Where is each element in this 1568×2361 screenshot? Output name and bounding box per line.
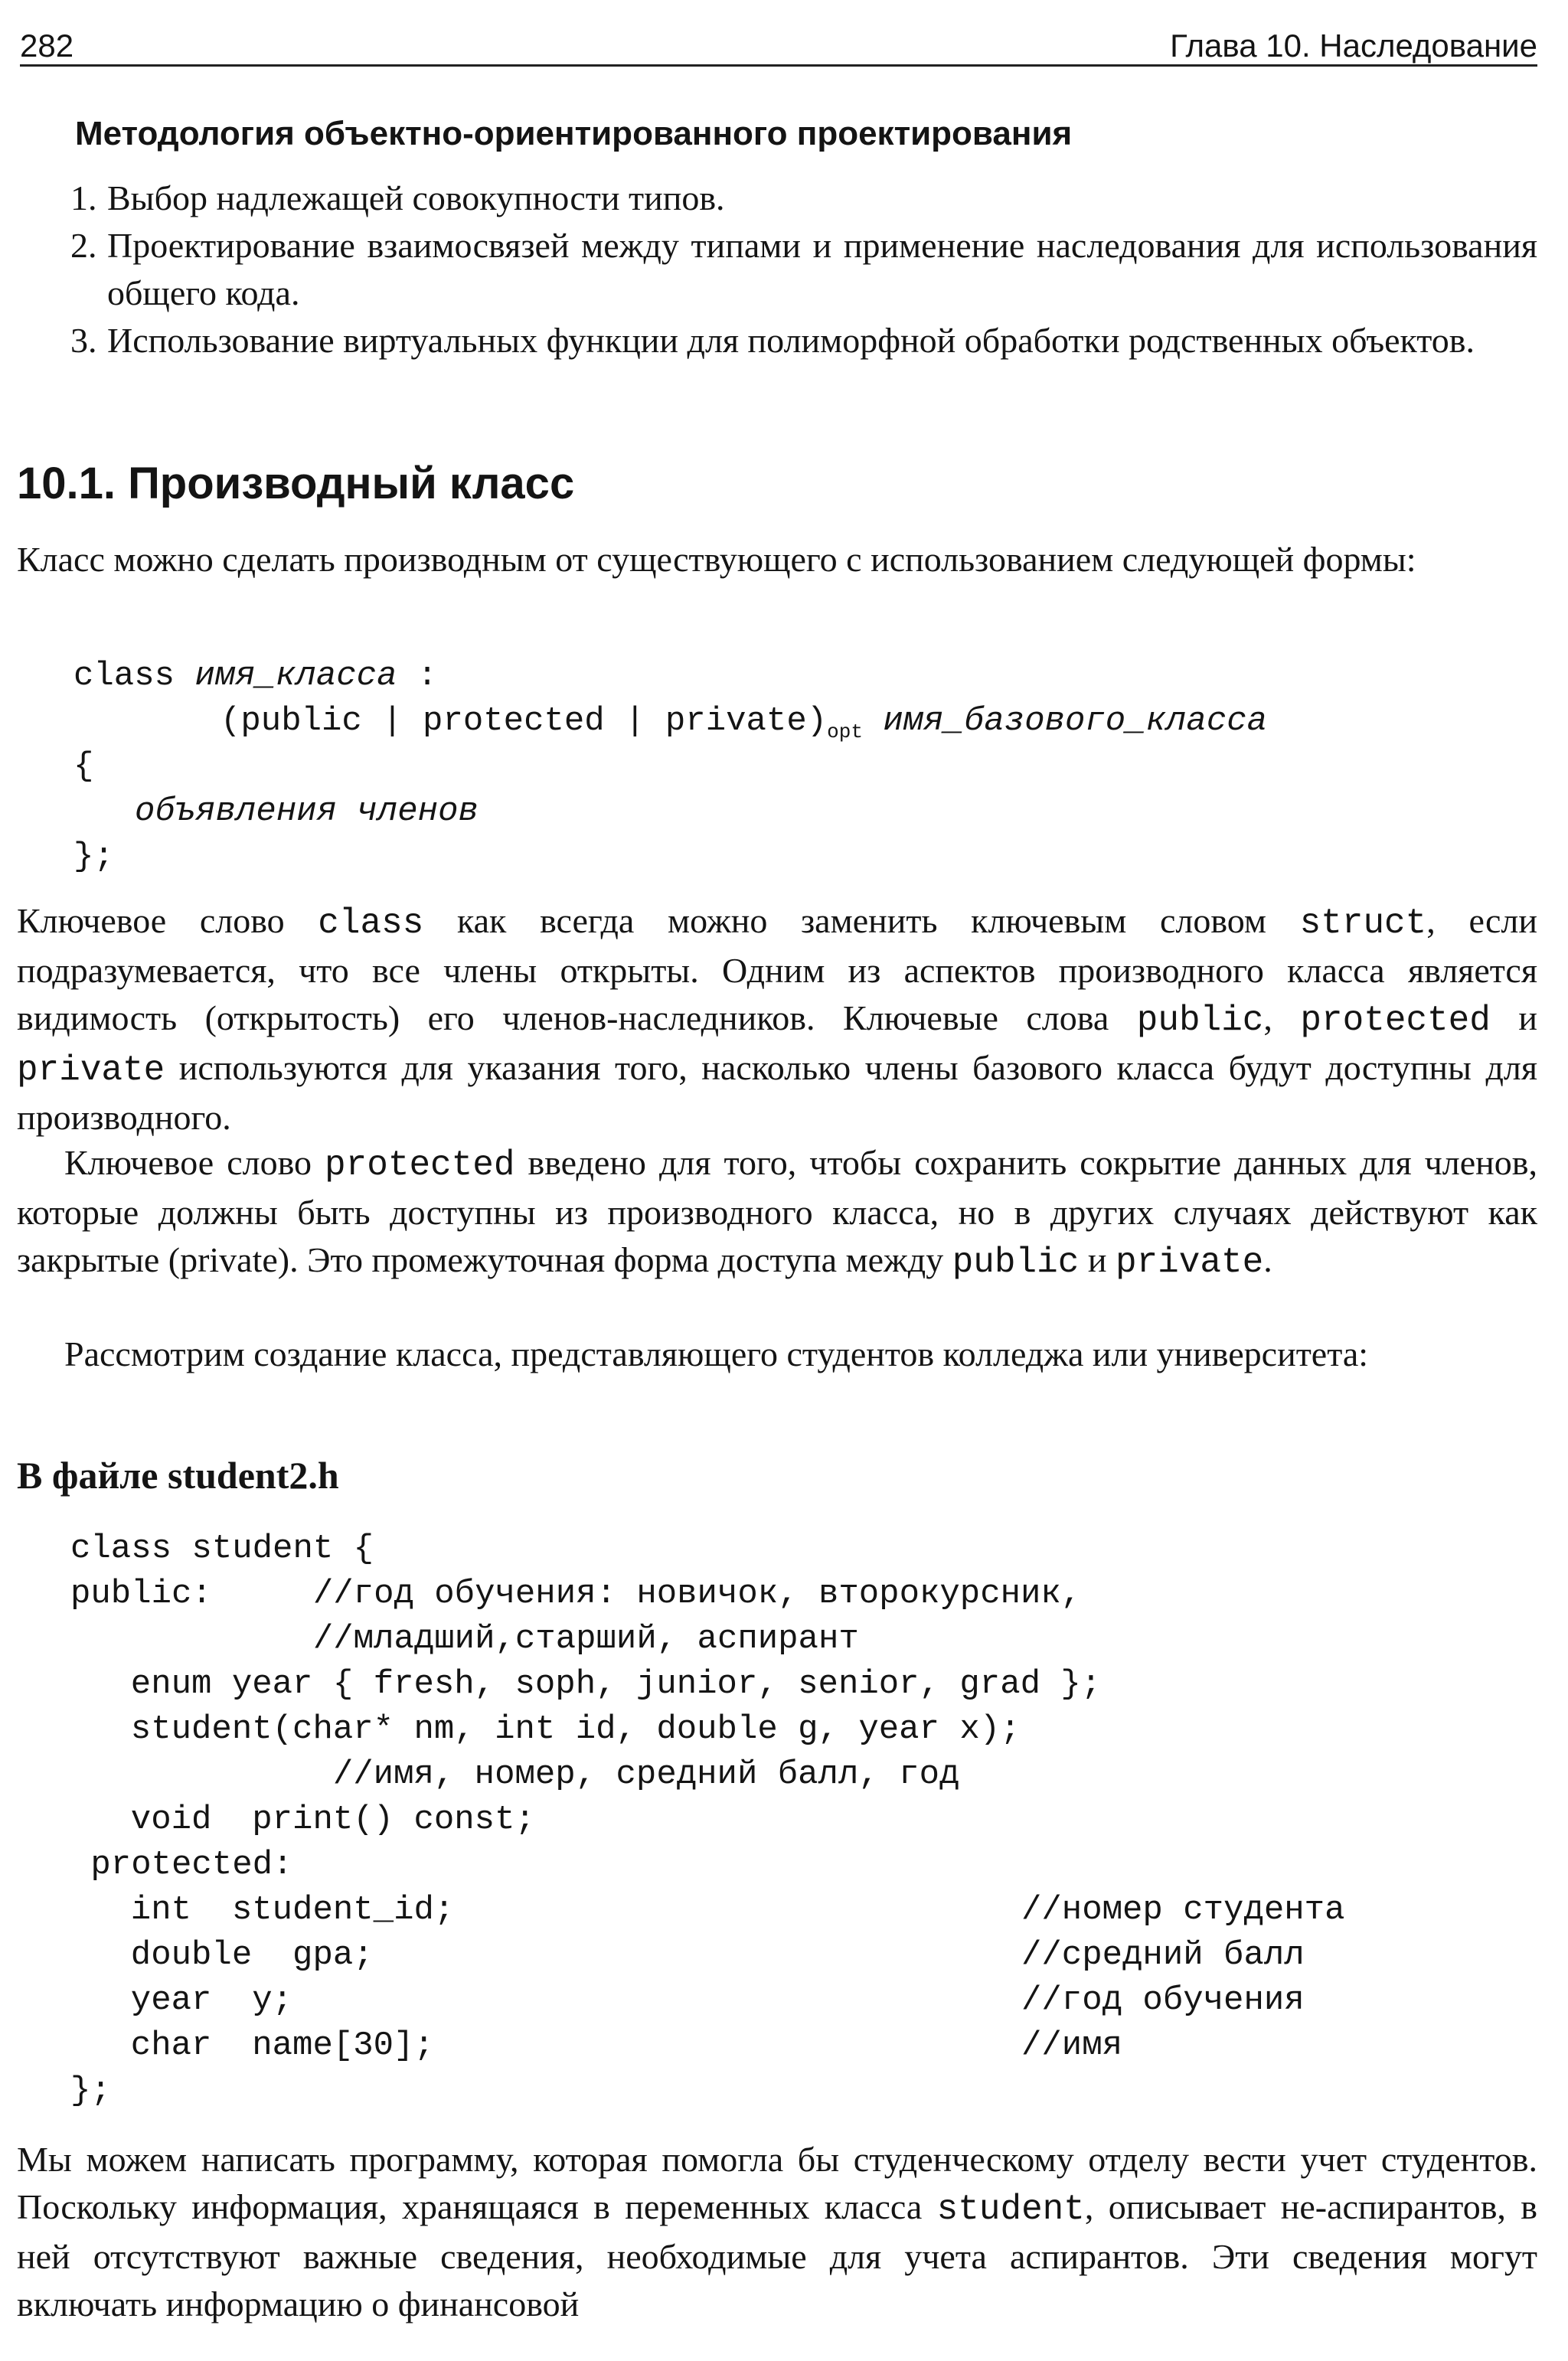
paragraph-1: Ключевое слово class как всегда можно заменить ключевым словом struct, если подразумевается, что все члены открыты. Одним из аспектов производного класса является видимость (открытость) его членов-наследников. Ключевые слова public, protected и private используются для указания того, насколько члены базового класса будут доступны для производного.: [17, 901, 1537, 1137]
section-title: 10.1. Производный класс: [17, 459, 575, 508]
methodology-title: Методология объектно-ориентированного проектирования: [75, 115, 1073, 152]
methodology-list: [17, 175, 1537, 364]
methodology-list-block: [17, 175, 1537, 364]
section-intro: Класс можно сделать производным от существующего с использованием следующей формы:: [17, 540, 1416, 579]
running-header: [20, 17, 1537, 67]
code-line-9: int student_id;: [90, 1891, 455, 1929]
code-line-10: double gpa;: [90, 1936, 374, 1974]
page-number: 282: [20, 28, 74, 64]
code-line-6: //имя, номер, средний балл, год: [90, 1755, 960, 1794]
paragraph-3: Рассмотрим создание класса, представляющего студентов колледжа или университета:: [64, 1334, 1369, 1373]
code-comment-student-id: //номер студента: [1021, 1891, 1345, 1929]
code-line-3: //младший,старший, аспирант: [70, 1620, 859, 1658]
code-line-5: student(char* nm, int id, double g, year x);: [90, 1710, 1021, 1749]
code-comment-gpa: //средний балл: [1021, 1936, 1305, 1974]
code-comment-name: //имя: [1021, 2026, 1123, 2065]
code-line-4: enum year { fresh, soph, junior, senior, grad };: [90, 1665, 1102, 1703]
code-line-11: year y;: [90, 1981, 293, 2020]
syntax-line-4: объявления членов: [135, 792, 479, 831]
code-comment-year: //год обучения: [1021, 1981, 1305, 2020]
code-line-2: public: //год обучения: новичок, второкурсник,: [70, 1575, 1082, 1613]
code-line-1: class student {: [70, 1530, 374, 1568]
paragraph-4: Мы можем написать программу, которая помогла бы студенческому отделу вести учет студентов. Поскольку информация, хранящаяся в переменных класса student, описывает не-аспирантов, в ней отсутствуют важные сведения, необходимые для учета аспирантов. Эти сведения могут включать информацию о финансовой: [17, 2140, 1538, 2323]
list-item: 1. Выбор надлежащей совокупности типов.: [70, 178, 725, 217]
code-line-12: char name[30];: [90, 2026, 434, 2065]
syntax-line-5: };: [74, 838, 114, 876]
code-line-7: void print() const;: [90, 1801, 535, 1839]
list-item: 2. Проектирование взаимосвязей между типами и применение наследования для использования общего кода.: [70, 226, 1537, 312]
syntax-line-2: (public | protected | $private)_{opt}$ имя_базового_класса: [220, 702, 1268, 743]
syntax-line-1: class имя_класса :: [74, 657, 438, 695]
chapter-title: Глава 10. Наследование: [1170, 28, 1537, 64]
code-line-13: };: [70, 2072, 111, 2110]
list-item: 3. Использование виртуальных функции для полиморфной обработки родственных объектов.: [70, 321, 1475, 360]
code-line-8: protected:: [70, 1846, 293, 1884]
syntax-line-3: {: [74, 747, 94, 785]
file-heading: В файле student2.h: [17, 1454, 339, 1497]
paragraph-2: Ключевое слово protected введено для того, чтобы сохранить сокрытие данных для членов, которые должны быть доступны из производного класса, но в других случаях действуют как закрытые (private). Это промежуточная форма доступа между public и private.: [17, 1143, 1537, 1282]
